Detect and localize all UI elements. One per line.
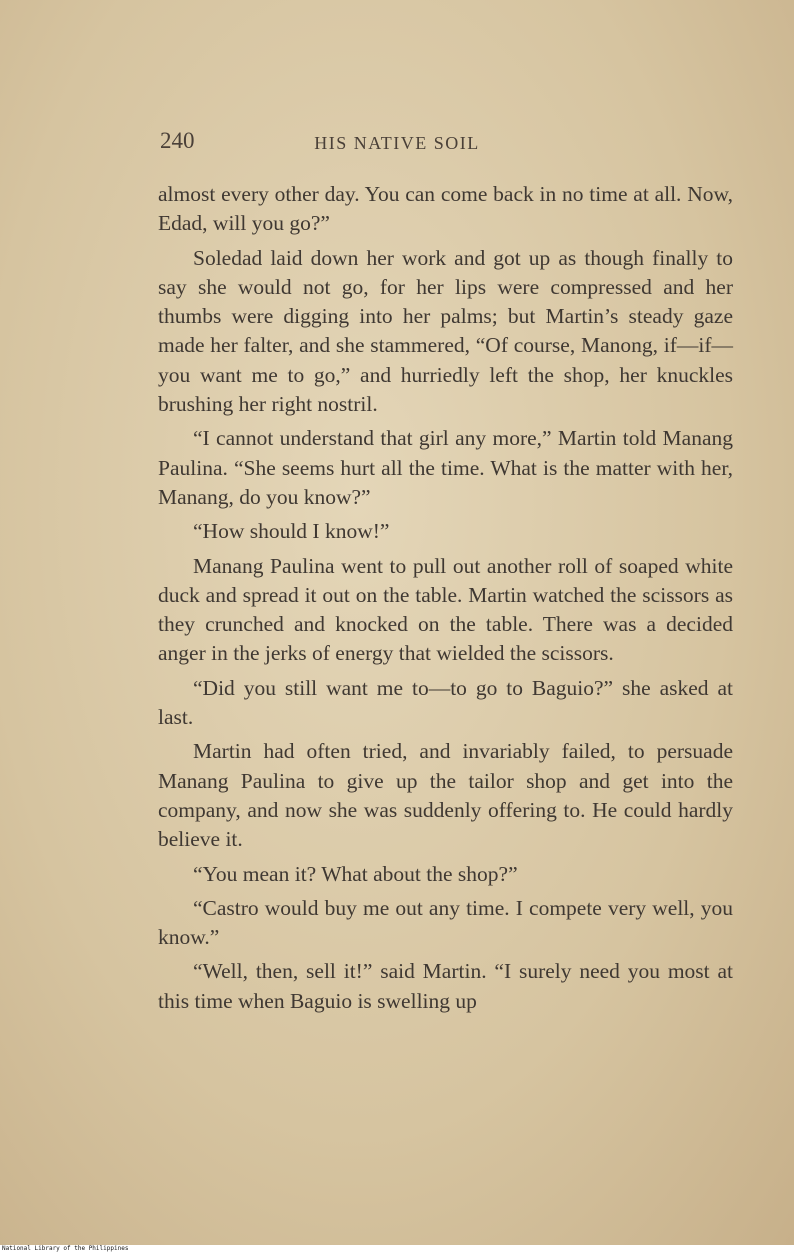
library-credit: National Library of the Philippines xyxy=(2,1245,129,1252)
paragraph: Soledad laid down her work and got up as though finally to say she would not go, for her lips were compressed and her thumbs were digging into her palms; but Martin’s steady gaze made her falter, and she stammered, “Of course, Manong, if—if—you want me to go,” and hurriedly left the shop, her knuckles brushing her right nostril. xyxy=(158,245,733,417)
paragraph: “You mean it? What about the shop?” xyxy=(193,861,518,886)
paragraph: almost every other day. You can come back in no time at all. Now, Edad, will you go?” xyxy=(158,182,733,236)
paragraph: “Did you still want me to—to go to Baguio?” she asked at last. xyxy=(158,675,733,730)
paragraph: Manang Paulina went to pull out another roll of soaped white duck and spread it out on the table. Martin watched the scissors as they crunched and knocked on the table. There was a decided anger in the jerks of energy that wielded the scissors. xyxy=(158,553,733,666)
body-text xyxy=(158,180,733,1021)
paragraph: “I cannot understand that girl any more,” Martin told Manang Paulina. “She seems hurt all the time. What is the matter with her, Manang, do you know?” xyxy=(158,426,733,509)
paragraph: “Castro would buy me out any time. I compete very well, you know.” xyxy=(158,895,733,950)
page-number: 240 xyxy=(160,128,195,153)
paragraph: “Well, then, sell it!” said Martin. “I surely need you most at this time when Baguio is swelling up xyxy=(158,959,733,1013)
paragraph: Martin had often tried, and invariably failed, to persuade Manang Paulina to give up the tailor shop and get into the company, and now she was suddenly offering to. He could hardly believe it. xyxy=(158,739,733,852)
paragraph: “How should I know!” xyxy=(193,519,390,544)
running-head: HIS NATIVE SOIL xyxy=(314,133,480,153)
